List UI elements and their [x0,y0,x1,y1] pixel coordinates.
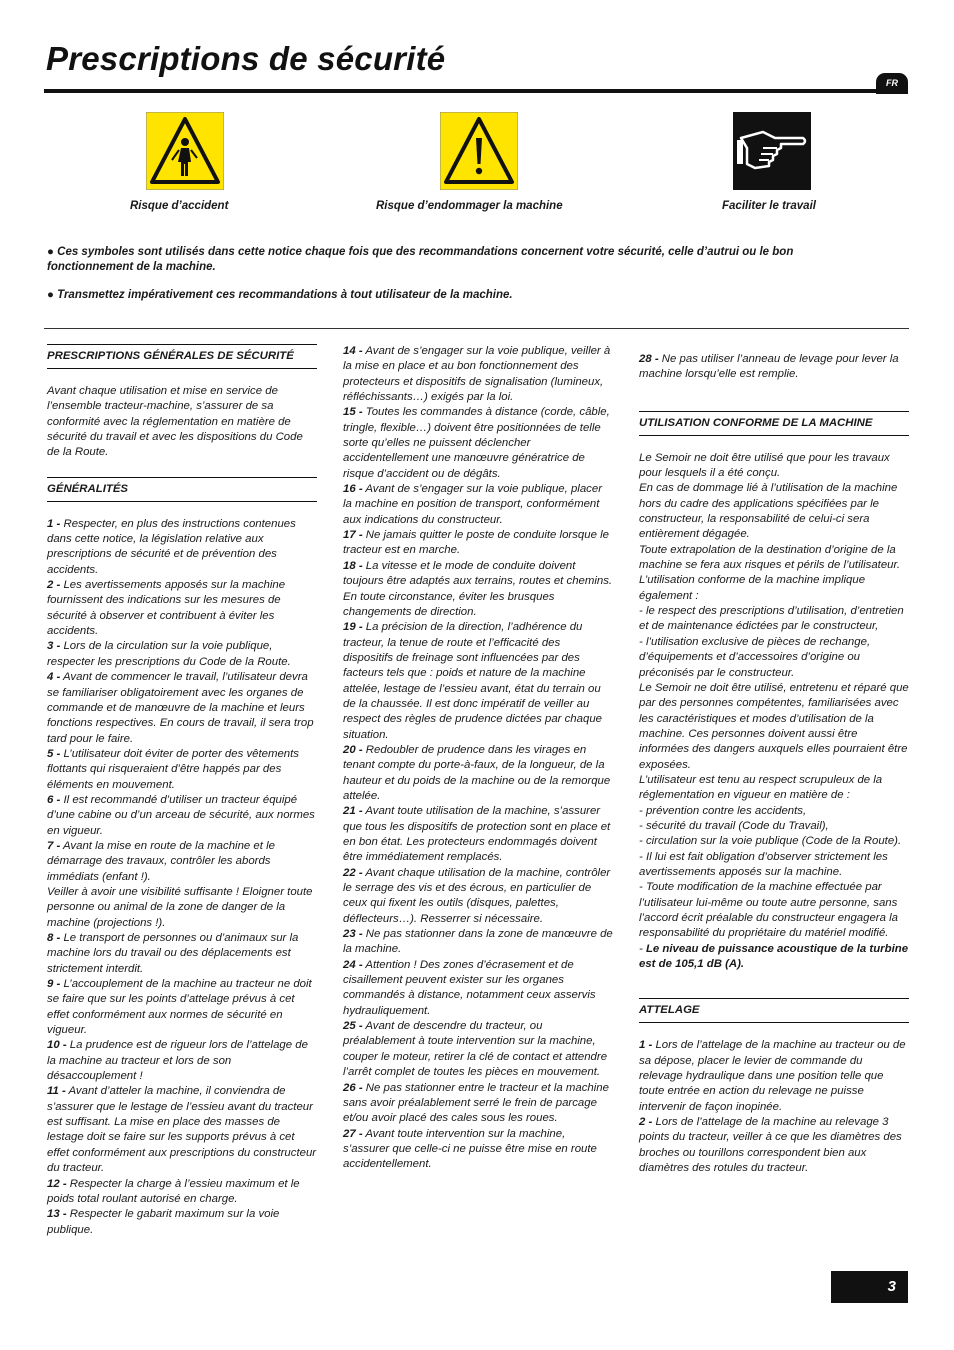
usage-line: Toute extrapolation de la destination d’origine de la machine se fera aux risques et périls de l’utilisateur. [639,543,901,572]
list-item: 22 - Avant chaque utilisation de la machine, contrôler le serrage des vis et des écrous, en particulier de ceux qui fixent les outils (disques, palettes, déflecteurs…). Resserrer si nécessaire. [343,866,611,925]
list-item: 13 - Respecter le gabarit maximum sur la voie publique. [47,1208,280,1236]
usage-line: - le respect des prescriptions d’utilisation, d’entretien et de maintenance édictées par le constructeur, [639,605,904,633]
general-safety-text: Avant chaque utilisation et mise en service de l’ensemble tracteur-machine, s’assurer de sa conformité avec la réglementation en matière de sécurité du travail et avec les dispositions du Code de la Route. [47,385,303,459]
usage-line: - l’utilisation exclusive de pièces de rechange, d’équipements et d’accessoires d’origine ou préconisés par le constructeur. [639,635,871,679]
usage-line: L’utilisation conforme de la machine implique également : [639,574,866,602]
heading-usage: UTILISATION CONFORME DE LA MACHINE [639,411,909,436]
list-item: 11 - Avant d’atteler la machine, il conviendra de s’assurer que le lestage de l’essieu avant du tracteur est suffisant. La mise en place des masses de lestage doit se faire sur les supports prévus à cet effet conformément aux prescriptions du constructeur du tracteur. [47,1085,317,1175]
list-item: 14 - Avant de s’engager sur la voie publique, veiller à la mise en place et au bon fonctionnement des protecteurs et dispositifs de signalisation (lumineux, réfléchissants…) exigés par la loi. [343,345,611,404]
list-item: 8 - Le transport de personnes ou d’animaux sur la machine lors du travail ou des déplacements est strictement interdit. [47,932,299,975]
usage-line: L’utilisateur est tenu au respect scrupuleux de la réglementation en vigueur en matière de : [639,773,883,802]
title-rule [44,89,908,93]
acoustic-power-note: - Le niveau de puissance acoustique de la turbine est de 105,1 dB (A). [639,942,909,971]
list-item: 24 - Attention ! Des zones d’écrasement et de cisaillement peuvent exister sur les organes commandés à distance, notamment ceux asservis hydrauliquement. [343,958,596,1017]
list-item: 3 - Lors de la circulation sur la voie publique, respecter les prescriptions du Code de la Route. [47,640,291,668]
list-item: 26 - Ne pas stationner entre le tracteur et la machine sans avoir préalablement serré le frein de parcage et/ou avoir placé des cales sous les roues. [343,1081,609,1125]
exclamation-warning-icon [440,112,518,190]
heading-attelage: ATTELAGE [639,998,909,1023]
caption-easier-work: Faciliter le travail [722,200,816,212]
column-2 [343,344,613,1173]
caption-accident: Risque d’accident [130,200,229,212]
intro-bullet-transmit: ● Transmettez impérativement ces recommandations à tout utilisateur de la machine. [47,289,513,301]
list-item: 19 - La précision de la direction, l’adhérence du tracteur, la tenue de route et l’efficacité des dispositifs de freinage sont influencées par des facteurs tels que : poids et nature de la machine attelée, lestage de l’essieu avant, état du terrain ou de la chaussée. Il est donc impératif de veiller au respect des règles de prudence dictées par chaque situation. [343,621,602,741]
intro-bullet-symbols: ● Ces symboles sont utilisés dans cette notice chaque fois que des recommandations concernent votre sécurité, celle d’autrui ou le bon fonctionnement de la machine. [47,246,794,273]
list-item: 25 - Avant de descendre du tracteur, ou préalablement à toute intervention sur la machine, couper le moteur, retirer la clé de contact et attendre l’arrêt complet de toutes les pièces en mouvement. [343,1020,608,1079]
usage-line: - sécurité du travail (Code du Travail), [639,819,829,832]
page-number: 3 [831,1271,908,1303]
list-item: 15 - Toutes les commandes à distance (corde, câble, tringle, flexible…) doivent être positionnées de telle sorte qu’elles ne puissent déclencher accidentellement une manœuvre génératrice de risque d’accident ou de dégâts. [343,406,610,480]
list-item: 4 - Avant de commencer le travail, l’utilisateur devra se familiariser obligatoirement avec les organes de commande et de manœuvre de la machine et leurs fonctions respectives. En cours de travail, il sera trop tard pour le faire. [47,671,314,745]
caption-machine-damage: Risque d’endommager la machine [376,200,563,212]
column-1 [47,344,317,1238]
list-item: 1 - Respecter, en plus des instructions contenues dans cette notice, la législation relative aux prescriptions de sécurité et de prévention des accidents. [47,517,296,576]
list-item: 28 - Ne pas utiliser l’anneau de levage pour lever la machine lorsqu’elle est remplie. [639,353,899,381]
usage-line: Le Semoir ne doit être utilisé, entretenu et réparé que par des personnes compétentes, familiarisées avec les caractéristiques et modes d’utilisation de la machine. Ces personnes doivent aussi être informées des dangers auxquels elles pourraient être exposées. [639,681,909,771]
usage-line: - circulation sur la voie publique (Code de la Route). [639,835,902,848]
column-3 [639,352,909,1176]
list-item: 9 - L’accouplement de la machine au tracteur ne doit se faire que sur les points d’attelage prévus à cet effet conformément aux normes de sécurité en vigueur. [47,978,312,1037]
list-item: 21 - Avant toute utilisation de la machine, s’assurer que tous les dispositifs de protection sont en place et en bon état. Les protecteurs endommagés doivent être immédiatement remplacés. [343,805,611,864]
list-item: 16 - Avant de s’engager sur la voie publique, placer la machine en position de transport, conformément aux indications du constructeur. [343,483,602,526]
list-item: 6 - Il est recommandé d’utiliser un tracteur équipé d’une cabine ou d’un arceau de sécurité, aux normes en vigueur. [47,793,315,837]
list-item: 2 - Lors de l’attelage de la machine au relevage 3 points du tracteur, veiller à ce que les diamètres des broches ou tourillons correspondent bien aux diamètres des rotules du tracteur. [639,1116,902,1175]
usage-line: - Il lui est fait obligation d’observer strictement les avertissements apposés sur la machine. [639,850,888,878]
list-item: 23 - Ne pas stationner dans la zone de manœuvre de la machine. [343,928,613,956]
usage-line: En cas de dommage lié à l’utilisation de la machine hors du cadre des applications spécifiées par le constructeur, la responsabilité de celui-ci sera entièrement dégagée. [639,482,898,541]
list-item: 17 - Ne jamais quitter le poste de conduite lorsque le tracteur est en marche. [343,529,609,557]
pointing-hand-icon [733,112,811,190]
list-item: Veiller à avoir une visibilité suffisante ! Eloigner toute personne ou animal de la zone de danger de la machine (projections !). [47,885,313,929]
list-item: 18 - La vitesse et le mode de conduite doivent toujours être adaptés aux terrains, routes et chemins. En toute circonstance, éviter les brusques changements de direction. [343,559,613,618]
usage-line: - prévention contre les accidents, [639,804,807,817]
list-item: 5 - L’utilisateur doit éviter de porter des vêtements flottants qui risqueraient d’être happés par des éléments en mouvement. [47,747,299,791]
list-item: 1 - Lors de l’attelage de la machine au tracteur ou de sa dépose, placer le levier de commande du relevage hydraulique dans une position telle que toute entrée en action du relevage ne puisse intervenir de façon inopinée. [639,1039,906,1113]
list-item: 2 - Les avertissements apposés sur la machine fournissent des indications sur les mesures de sécurité à observer et contribuent à éviter les accidents. [47,579,286,638]
usage-line: Le Semoir ne doit être utilisé que pour les travaux pour lesquels il a été conçu. [639,451,890,480]
section-divider [44,328,909,329]
list-item: 7 - Avant la mise en route de la machine et le démarrage des travaux, contrôler les abords immédiats (enfant !). [47,839,275,883]
language-badge: FR [876,73,908,94]
list-item: 20 - Redoubler de prudence dans les virages en tenant compte du porte-à-faux, de la longueur, de la hauteur et du poids de la machine ou de la remorque attelée. [343,743,611,802]
usage-line: - Toute modification de la machine effectuée par l’utilisateur lui-même ou toute autre personne, sans l’accord écrit préalable du constructeur engagera la responsabilité du propriétaire du matériel modifié. [639,881,898,940]
list-item: 12 - Respecter la charge à l’essieu maximum et le poids total roulant autorisé en charge. [47,1177,300,1205]
list-item: 10 - La prudence est de rigueur lors de l’attelage de la machine au tracteur et lors de son désaccouplement ! [47,1039,308,1083]
page-title: Prescriptions de sécurité [46,40,446,77]
heading-generalities: GÉNÉRALITÉS [47,477,317,502]
person-warning-icon [146,112,224,190]
list-item: 27 - Avant toute intervention sur la machine, s’assurer que celle-ci ne puisse être mise en route accidentellement. [343,1127,597,1171]
heading-general-safety: PRESCRIPTIONS GÉNÉRALES DE SÉCURITÉ [47,344,317,369]
